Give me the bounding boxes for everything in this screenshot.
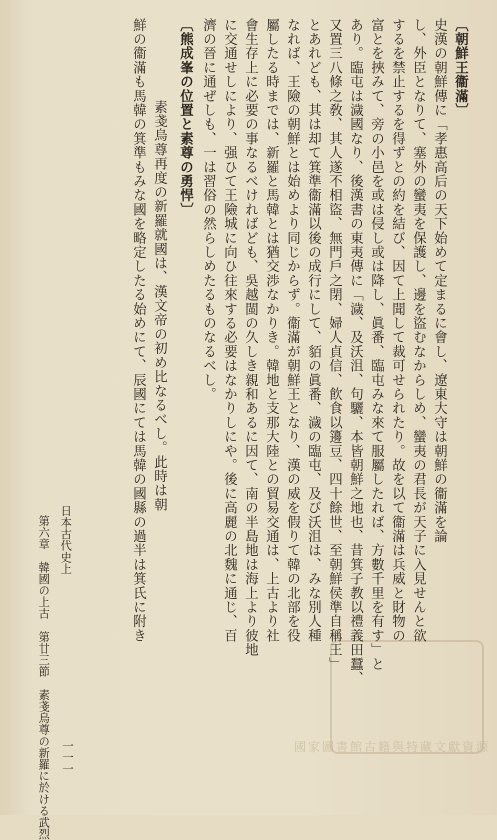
body-line-1: 史漢の朝鮮傳に「孝惠高后の天下始めて定まるに會し、遼東大守は朝鮮の衞滿を論 xyxy=(431,18,447,544)
page-number: 一一一 xyxy=(61,740,75,775)
body-line-10: 會生存上に必要の事なるべければども、吳越閩の久しき親和あるに因て、南の半島地は海上より彼地 xyxy=(242,18,258,657)
library-watermark-text: 國家圖書館古籍與特藏文獻資源 xyxy=(293,740,490,754)
body-line-3: するを禁止するを得ずとの約を結び、因て上聞して裁可せられたり。故を以て衞滿は兵威と財物の xyxy=(389,18,405,643)
running-footer-chapter: 第六章 韓國の上古 第廿三節 素戔烏尊の新羅に於ける武烈 xyxy=(37,515,51,840)
body-line-11: に交通せしにより、强ひて王險城に向ひ往來する必要はなかりしにや。後に高麗の北魏に通じ、百 xyxy=(221,18,237,643)
margin-heading-chosen-king: 〔朝鮮王衞滿〕 xyxy=(452,18,469,118)
body-line-14: 鮮の衞滿も馬韓の箕準もみな國を略定したる始めにて、辰國にては馬韓の國縣の過半は箕氏に附き xyxy=(130,18,146,643)
body-line-13: 素戔烏尊再度の新羅就國は、漢文帝の初め比なるべし。此時は朝 xyxy=(151,100,167,512)
body-line-12: 濟の晉に通ぜしも、一は習俗の然らしめたるものなるべし。 xyxy=(200,18,216,402)
body-line-5: あり。臨屯は濊國なり、後漢書の東夷傳に「濊、及沃沮、句驪、本皆朝鮮之地也、昔箕子教以禮義田蠶、 xyxy=(347,18,363,686)
running-footer-book-title: 日本古代史上 xyxy=(59,505,73,575)
body-line-2: し、外臣となりて、塞外の蠻夷を保護し、邊を盜むなからしめ、蠻夷の君長が天子に入見せんと欲 xyxy=(410,18,426,643)
body-line-9: 屬したる時までは、新羅と馬韓とは猶交渉なかりき。韓地と支那大陸との貿易交通は、上古より社 xyxy=(263,18,279,643)
margin-heading-kumanari: 〔熊成峯の位置と素尊の勇悍〕 xyxy=(177,18,194,217)
body-line-6: 又置三八條之敎、其人遂不相盜、無門戶之閉、婦人貞信、飮食以籩豆、四十餘世、至朝鮮侯準自稱王」 xyxy=(326,18,342,672)
body-line-7: とあれども、其は却て箕準衞滿以後の成行にして、貊の眞番、濊の臨屯、及び沃沮は、みな別人種 xyxy=(305,18,321,643)
body-line-8: なれば、王險の朝鮮とは始めより同じからず。衞滿が朝鮮王となり、漢の威を假りて韓の北部を役 xyxy=(284,18,300,643)
body-line-4: 富とを挾みて、旁の小邑を或は侵し或は降し、眞番、臨屯みな來て服屬したれば、方數千里を有す」と xyxy=(368,18,384,672)
